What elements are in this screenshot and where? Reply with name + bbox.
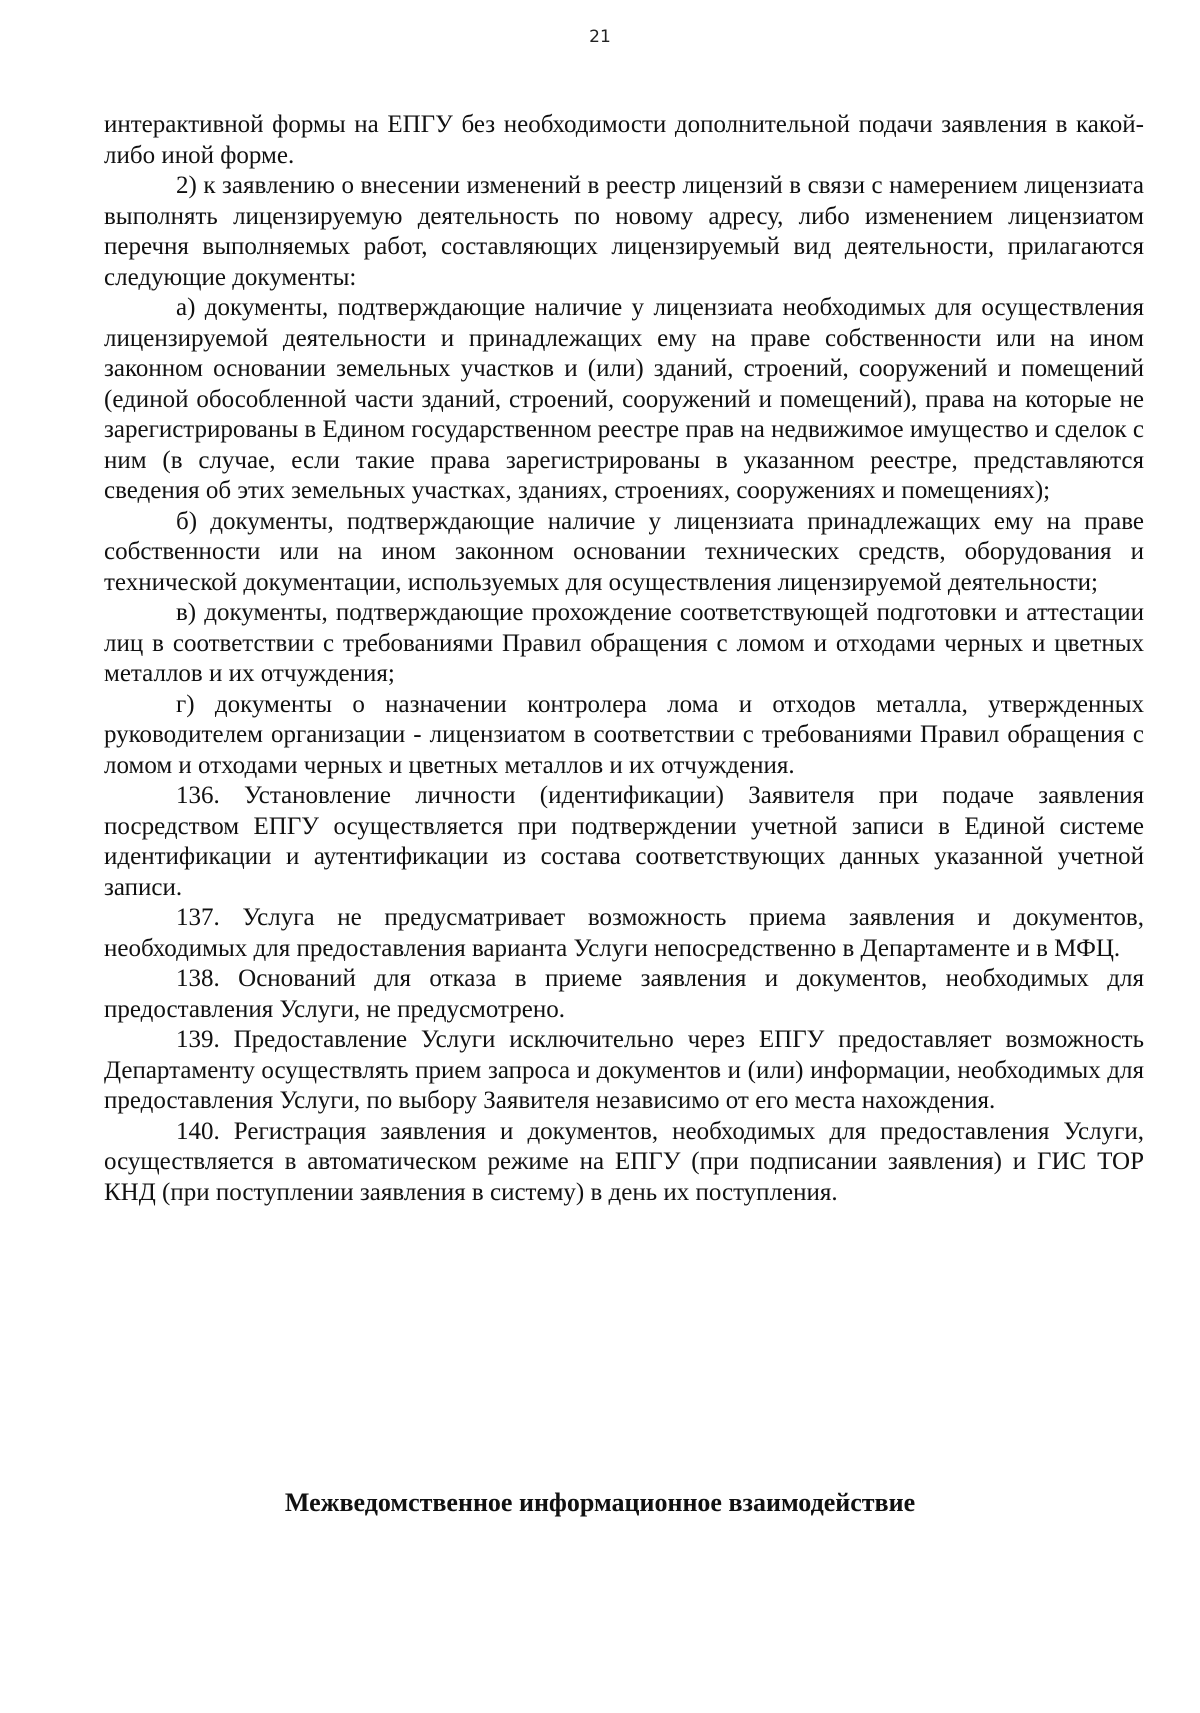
document-body: [104, 110, 1144, 1208]
page-number: 21: [589, 27, 611, 47]
paragraph-subitem-v: в) документы, подтверждающие прохождение соответствующей подготовки и аттестации лиц в соответствии с требованиями Правил обращения с ломом и отходами черных и цветных металлов и их отчуждения;: [104, 599, 1144, 687]
paragraph-137: 137. Услуга не предусматривает возможность приема заявления и документов, необходимых для предоставления варианта Услуги непосредственно в Департаменте и в МФЦ.: [104, 904, 1144, 962]
paragraph-subitem-a: а) документы, подтверждающие наличие у лицензиата необходимых для осуществления лицензируемой деятельности и принадлежащих ему на праве собственности или на ином законном основании земельных участков и (или) зданий, строений, сооружений и помещений (единой обособленной части зданий, строений, сооружений и помещений), права на которые не зарегистрированы в Едином государственном реестре прав на недвижимое имущество и сделок с ним (в случае, если такие права зарегистрированы в указанном реестре, представляются сведения об этих земельных участках, зданиях, строениях, сооружениях и помещениях);: [104, 294, 1144, 504]
paragraph-138: 138. Оснований для отказа в приеме заявления и документов, необходимых для предоставления Услуги, не предусмотрено.: [104, 965, 1144, 1023]
paragraph-item-2: 2) к заявлению о внесении изменений в реестр лицензий в связи с намерением лицензиата выполнять лицензируемую деятельность по новому адресу, либо изменением лицензиатом перечня выполняемых работ, составляющих лицензируемый вид деятельности, прилагаются следующие документы:: [104, 172, 1144, 291]
paragraph-subitem-b: б) документы, подтверждающие наличие у лицензиата принадлежащих ему на праве собственности или на ином законном основании технических средств, оборудования и технической документации, используемых для осуществления лицензируемой деятельности;: [104, 507, 1144, 596]
paragraph-140: 140. Регистрация заявления и документов, необходимых для предоставления Услуги, осуществляется в автоматическом режиме на ЕПГУ (при подписании заявления) и ГИС ТОР КНД (при поступлении заявления в систему) в день их поступления.: [104, 1117, 1144, 1206]
paragraph-subitem-g: г) документы о назначении контролера лома и отходов металла, утвержденных руководителем организации - лицензиатом в соответствии с требованиями Правил обращения с ломом и отходами черных и цветных металлов и их отчуждения.: [104, 690, 1144, 779]
paragraph-139: 139. Предоставление Услуги исключительно через ЕПГУ предоставляет возможность Департаменту осуществлять прием запроса и документов и (или) информации, необходимых для предоставления Услуги, по выбору Заявителя независимо от его места нахождения.: [104, 1026, 1144, 1114]
paragraph-continuation: интерактивной формы на ЕПГУ без необходимости дополнительной подачи заявления в какой-либо иной форме.: [104, 111, 1144, 169]
section-heading: Межведомственное информационное взаимодействие: [284, 1488, 916, 1517]
paragraph-136: 136. Установление личности (идентификации) Заявителя при подаче заявления посредством ЕПГУ осуществляется при подтверждении учетной записи в Единой системе идентификации и аутентификации из состава соответствующих данных указанной учетной записи.: [104, 782, 1144, 901]
